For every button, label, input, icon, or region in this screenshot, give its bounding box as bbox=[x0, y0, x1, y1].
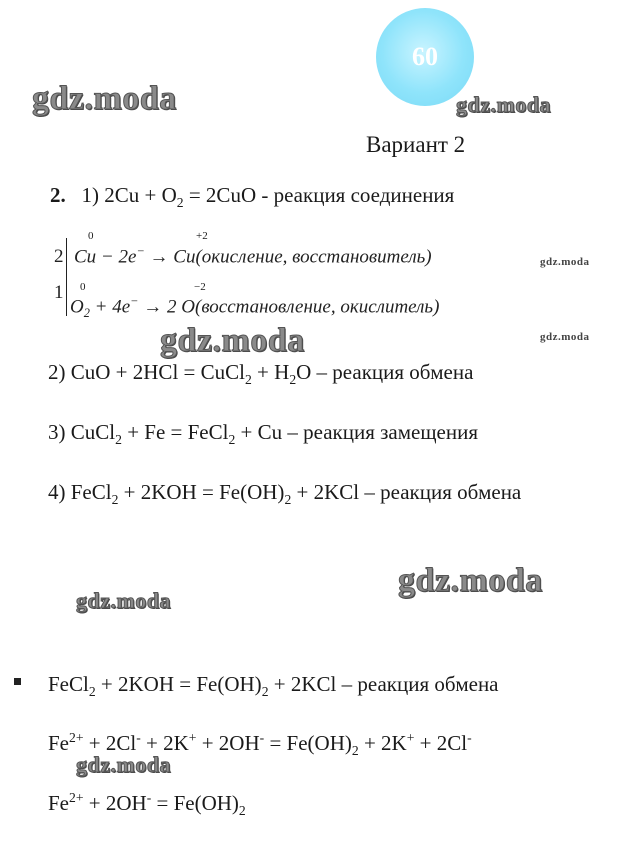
watermark: gdz.moda bbox=[540, 331, 590, 343]
oxidation-state: −2 bbox=[194, 281, 206, 293]
oxidation-state: 0 bbox=[88, 230, 94, 242]
reaction-1: 2. 1) $2Cu + O_2 = 2CuO$ - реакция соединения bbox=[50, 183, 455, 211]
balance-divider bbox=[66, 238, 67, 316]
reaction-text: 2Cu + O bbox=[104, 183, 177, 207]
watermark: gdz.moda bbox=[160, 322, 305, 359]
balance-coefficient: 2 bbox=[54, 246, 64, 267]
bullet-icon bbox=[14, 678, 21, 685]
reaction-number: 1) bbox=[81, 183, 99, 207]
watermark: gdz.moda bbox=[76, 752, 172, 777]
reaction-4: 4) FeCl$_2$ + $2KOH = Fe(OH)_2 + 2KCl$ – реакция обмена bbox=[48, 480, 522, 508]
page-number: 60 bbox=[412, 42, 438, 71]
watermark: gdz.moda bbox=[32, 80, 177, 117]
variant-title: Вариант 2 bbox=[366, 132, 466, 157]
balance-coefficient: 1 bbox=[54, 282, 64, 303]
watermark: gdz.moda bbox=[398, 562, 543, 599]
reaction-text: = 2CuO - реакция соединения bbox=[183, 183, 455, 207]
reaction-3: 3) CuCl$_2$ + Fe = FeCl$_2$ + Cu – реакция замещения bbox=[48, 420, 478, 448]
ionic-short: $Fe^{2+} + 2OH^- = Fe(OH)_2$ bbox=[48, 790, 246, 819]
reaction-2: 2) CuO + 2HCl = CuCl$_2$ + $H_2O$ – реакция обмена bbox=[48, 360, 474, 388]
ionic-molecular: FeCl$_2$ + $2KOH = Fe(OH)_2 + 2KCl$ – реакция обмена bbox=[48, 672, 499, 700]
ionic-full: $Fe^{2+} + 2Cl^- + 2K^+ + 2OH^- = Fe(OH)_2 + 2K^+ + 2Cl^-$ bbox=[48, 730, 472, 759]
oxidation-state: 0 bbox=[80, 281, 86, 293]
watermark: gdz.moda bbox=[76, 588, 172, 613]
balance-line-2: $O_2 + 4e^- \to 2$ O(восстановление, окислитель) bbox=[70, 294, 440, 321]
watermark: gdz.moda bbox=[456, 92, 552, 117]
oxidation-state: +2 bbox=[196, 230, 208, 242]
watermark: gdz.moda bbox=[540, 256, 590, 268]
balance-line-1: Cu − 2e− → Cu(окисление, восстановитель) bbox=[74, 244, 432, 268]
task-number: 2. bbox=[50, 183, 66, 207]
